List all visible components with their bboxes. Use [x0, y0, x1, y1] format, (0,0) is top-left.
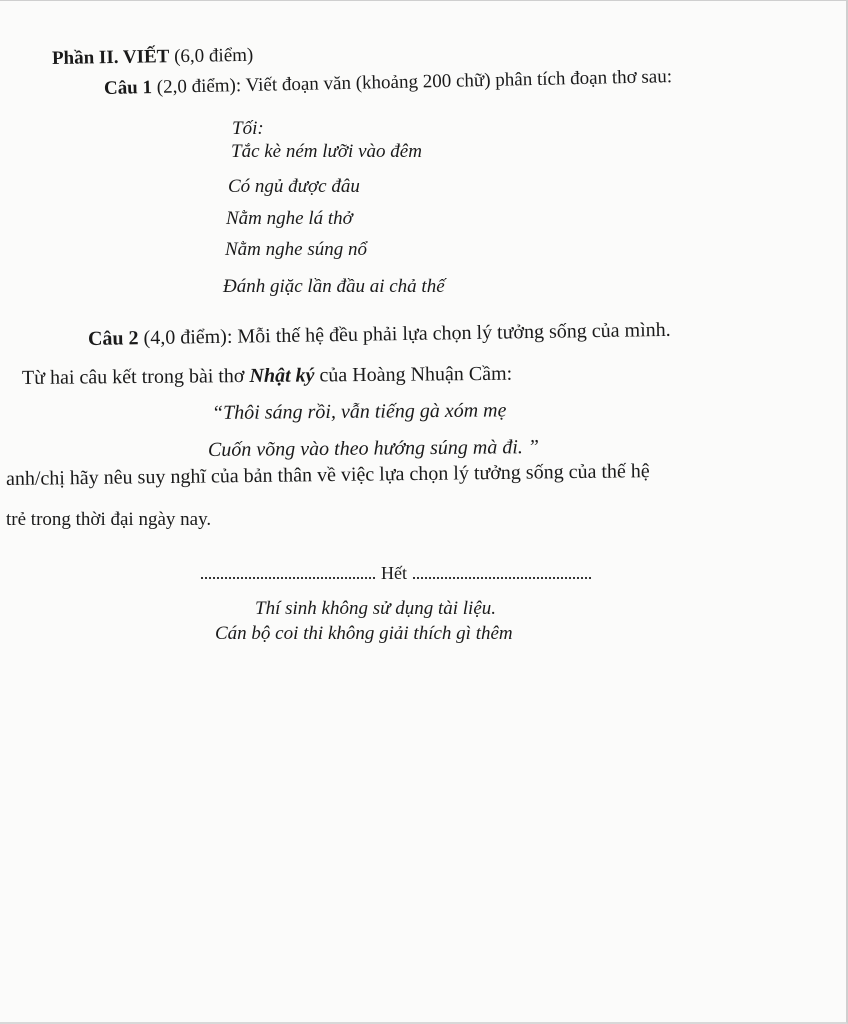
question-2-line-2 — [22, 362, 512, 390]
poem-line: Tắc kè ném lưỡi vào đêm — [231, 141, 422, 162]
end-marker — [201, 563, 591, 585]
question-2-line-4: trẻ trong thời đại ngày nay. — [6, 509, 212, 530]
question-1-label: Câu 1 — [103, 76, 153, 99]
end-label: Hết — [381, 563, 407, 583]
question-1-text: (2,0 điểm): Viết đoạn văn (khoảng 200 chữ) phân tích đoạn thơ sau: — [151, 66, 673, 98]
question-2-line-3: anh/chị hãy nêu suy nghĩ của bản thân về việc lựa chọn lý tưởng sống của thế hệ — [5, 460, 650, 490]
question-2-text: (4,0 điểm): Mỗi thế hệ đều phải lựa chọn lý tưởng sống của mình. — [138, 318, 671, 350]
part-title — [52, 45, 254, 71]
question-2-label: Câu 2 — [87, 327, 139, 350]
quote-line: “Thôi sáng rồi, vẫn tiếng gà xóm mẹ — [211, 399, 507, 424]
part-title-points: (6,0 điểm) — [169, 44, 254, 68]
exam-note: Cán bộ coi thi không giải thích gì thêm — [215, 623, 513, 644]
dotted-divider-left — [201, 565, 375, 579]
dotted-divider-right — [413, 565, 591, 579]
question-2-line-2-end: của Hoàng Nhuận Cầm: — [314, 362, 513, 387]
question-2-line-2-start: Từ hai câu kết trong bài thơ — [21, 365, 250, 389]
poem-line: Có ngủ được đâu — [228, 176, 360, 197]
poem-title: Nhật ký — [249, 364, 315, 388]
poem-line: Đánh giặc lần đầu ai chả thế — [223, 276, 445, 297]
quote-line: Cuốn võng vào theo hướng súng mà đi. ” — [207, 436, 540, 461]
exam-note: Thí sinh không sử dụng tài liệu. — [255, 598, 497, 619]
question-2 — [88, 318, 671, 351]
question-1 — [104, 66, 673, 101]
poem-line: Nằm nghe lá thở — [226, 208, 353, 229]
part-title-bold: Phần II. VIẾT — [51, 46, 170, 69]
poem-line: Tối: — [232, 118, 264, 139]
poem-line: Nằm nghe súng nổ — [225, 239, 367, 260]
